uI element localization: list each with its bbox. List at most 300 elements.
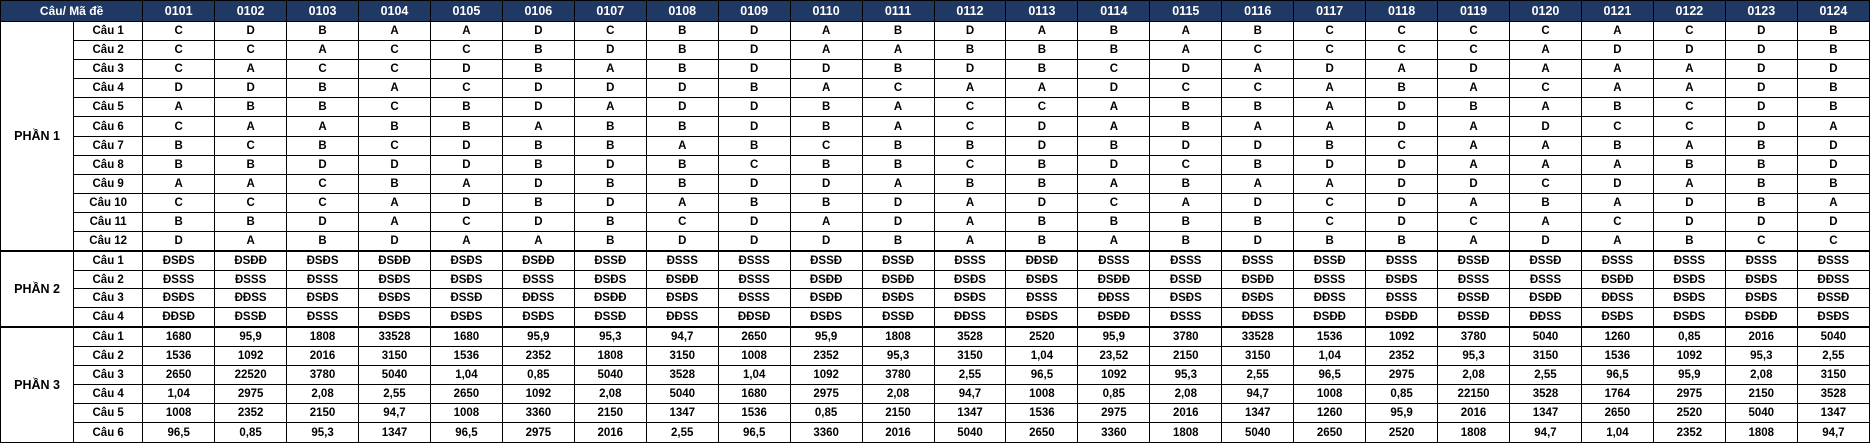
answer-cell: ĐSĐĐ	[1222, 270, 1294, 289]
table-row	[1, 174, 1870, 193]
answer-cell: B	[574, 136, 646, 155]
answer-cell: B	[287, 232, 359, 252]
answer-cell: ĐSSS	[1150, 251, 1222, 270]
answer-cell: A	[790, 212, 862, 231]
header-code-0110: 0110	[790, 1, 862, 22]
answer-cell: C	[359, 60, 431, 79]
answer-cell: C	[1006, 98, 1078, 117]
answer-cell: D	[1653, 212, 1725, 231]
answer-cell: D	[1150, 136, 1222, 155]
answer-cell: C	[359, 41, 431, 60]
table-row	[1, 22, 1870, 41]
header-code-0114: 0114	[1078, 1, 1150, 22]
answer-cell: 94,7	[1222, 385, 1294, 404]
answer-cell: C	[1150, 79, 1222, 98]
answer-cell: A	[1510, 41, 1582, 60]
answer-cell: A	[1294, 117, 1366, 136]
answer-cell: B	[1078, 22, 1150, 41]
answer-cell: 2352	[1653, 423, 1725, 442]
header-code-0116: 0116	[1222, 1, 1294, 22]
answer-cell: ĐSĐS	[574, 270, 646, 289]
answer-cell: B	[646, 155, 718, 174]
answer-cell: 2,55	[1510, 365, 1582, 384]
answer-cell: B	[862, 232, 934, 252]
answer-cell: A	[1797, 193, 1869, 212]
header-code-0121: 0121	[1581, 1, 1653, 22]
answer-cell: ĐSĐĐ	[646, 270, 718, 289]
answer-cell: ĐSSS	[1222, 251, 1294, 270]
answer-cell: C	[1078, 60, 1150, 79]
answer-cell: B	[646, 60, 718, 79]
answer-cell: ĐSĐS	[1653, 307, 1725, 326]
answer-cell: A	[934, 79, 1006, 98]
answer-cell: ĐSĐĐ	[790, 289, 862, 308]
question-label: Câu 7	[74, 136, 143, 155]
answer-cell: 2975	[215, 385, 287, 404]
answer-cell: C	[143, 41, 215, 60]
answer-cell: ĐĐSS	[502, 289, 574, 308]
header-code-0101: 0101	[143, 1, 215, 22]
header-code-0120: 0120	[1510, 1, 1582, 22]
answer-cell: 1347	[934, 404, 1006, 423]
answer-cell: 3360	[1078, 423, 1150, 442]
answer-cell: 1680	[430, 327, 502, 347]
answer-cell: B	[502, 41, 574, 60]
answer-cell: A	[1581, 232, 1653, 252]
answer-cell: A	[1222, 60, 1294, 79]
question-label: Câu 4	[74, 307, 143, 326]
answer-cell: D	[359, 232, 431, 252]
answer-cell: 2,55	[1222, 365, 1294, 384]
answer-cell: C	[1510, 174, 1582, 193]
answer-cell: A	[1510, 212, 1582, 231]
header-code-0102: 0102	[215, 1, 287, 22]
answer-cell: C	[1366, 136, 1438, 155]
answer-cell: ĐSSĐ	[1438, 289, 1510, 308]
answer-cell: ĐSSĐ	[574, 251, 646, 270]
answer-cell: C	[1294, 193, 1366, 212]
answer-cell: D	[430, 193, 502, 212]
answer-cell: A	[574, 60, 646, 79]
answer-cell: A	[1078, 98, 1150, 117]
answer-cell: 96,5	[1294, 365, 1366, 384]
answer-cell: A	[359, 193, 431, 212]
section-title: PHẦN 2	[1, 251, 74, 326]
answer-cell: A	[1438, 193, 1510, 212]
answer-cell: 2352	[1366, 346, 1438, 365]
answer-cell: 2650	[718, 327, 790, 347]
answer-cell: ĐSSS	[1725, 251, 1797, 270]
answer-cell: D	[143, 232, 215, 252]
answer-cell: ĐSSS	[287, 270, 359, 289]
answer-cell: ĐSĐĐ	[790, 270, 862, 289]
answer-cell: 2016	[862, 423, 934, 442]
answer-cell: ĐSĐS	[359, 289, 431, 308]
answer-cell: A	[1222, 117, 1294, 136]
answer-cell: D	[1366, 174, 1438, 193]
question-label: Câu 3	[74, 289, 143, 308]
answer-cell: A	[934, 232, 1006, 252]
header-code-0123: 0123	[1725, 1, 1797, 22]
answer-cell: 96,5	[1006, 365, 1078, 384]
answer-cell: ĐSSS	[1797, 251, 1869, 270]
answer-cell: 2975	[1366, 365, 1438, 384]
answer-cell: ĐĐSS	[1581, 289, 1653, 308]
answer-cell: ĐSSS	[646, 251, 718, 270]
answer-cell: B	[287, 79, 359, 98]
answer-cell: ĐSĐS	[1797, 307, 1869, 326]
answer-cell: ĐSSS	[1510, 270, 1582, 289]
answer-cell: ĐSĐS	[934, 289, 1006, 308]
question-label: Câu 2	[74, 270, 143, 289]
answer-cell: 3360	[790, 423, 862, 442]
answer-cell: 2016	[287, 346, 359, 365]
answer-cell: C	[287, 174, 359, 193]
answer-cell: 5040	[646, 385, 718, 404]
answer-cell: ĐSSS	[718, 270, 790, 289]
answer-cell: A	[934, 212, 1006, 231]
answer-cell: C	[215, 193, 287, 212]
answer-cell: 3360	[502, 404, 574, 423]
answer-cell: A	[790, 22, 862, 41]
answer-cell: ĐĐSĐ	[1006, 251, 1078, 270]
answer-cell: 0,85	[790, 404, 862, 423]
answer-cell: C	[1366, 41, 1438, 60]
answer-cell: B	[1366, 79, 1438, 98]
answer-cell: 94,7	[646, 327, 718, 347]
header-code-0105: 0105	[430, 1, 502, 22]
answer-cell: 2352	[502, 346, 574, 365]
answer-cell: 2520	[1366, 423, 1438, 442]
answer-cell: 22520	[215, 365, 287, 384]
answer-cell: 95,9	[790, 327, 862, 347]
answer-cell: ĐSĐĐ	[359, 251, 431, 270]
table-row	[1, 327, 1870, 347]
answer-cell: 1092	[1653, 346, 1725, 365]
answer-cell: A	[143, 98, 215, 117]
answer-cell: 95,9	[1366, 404, 1438, 423]
answer-cell: C	[646, 212, 718, 231]
answer-cell: B	[790, 155, 862, 174]
answer-cell: B	[1006, 60, 1078, 79]
answer-cell: B	[502, 136, 574, 155]
answer-cell: ĐSSS	[718, 289, 790, 308]
answer-cell: 3528	[646, 365, 718, 384]
answer-cell: 1,04	[430, 365, 502, 384]
answer-cell: 2975	[1078, 404, 1150, 423]
answer-cell: A	[1510, 60, 1582, 79]
answer-cell: C	[1581, 117, 1653, 136]
answer-cell: B	[646, 41, 718, 60]
answer-cell: ĐĐSS	[1294, 289, 1366, 308]
answer-cell: B	[1006, 232, 1078, 252]
section-title: PHẦN 1	[1, 22, 74, 252]
answer-cell: D	[718, 117, 790, 136]
answer-cell: 0,85	[502, 365, 574, 384]
answer-cell: 3528	[1797, 385, 1869, 404]
answer-cell: C	[574, 22, 646, 41]
answer-cell: 1,04	[1294, 346, 1366, 365]
question-label: Câu 6	[74, 423, 143, 442]
answer-cell: D	[718, 22, 790, 41]
answer-cell: B	[1222, 155, 1294, 174]
header-code-0107: 0107	[574, 1, 646, 22]
answer-cell: D	[1438, 174, 1510, 193]
answer-cell: B	[1222, 98, 1294, 117]
answer-cell: A	[1150, 41, 1222, 60]
answer-cell: 1347	[646, 404, 718, 423]
answer-cell: 3780	[1150, 327, 1222, 347]
answer-cell: A	[1581, 155, 1653, 174]
answer-cell: B	[718, 79, 790, 98]
question-label: Câu 9	[74, 174, 143, 193]
answer-cell: 2,08	[287, 385, 359, 404]
answer-cell: B	[1078, 41, 1150, 60]
answer-cell: D	[1366, 117, 1438, 136]
table-row	[1, 60, 1870, 79]
answer-cell: A	[1006, 22, 1078, 41]
answer-cell: D	[574, 79, 646, 98]
header-row	[1, 1, 1870, 22]
answer-cell: D	[646, 232, 718, 252]
answer-cell: A	[1510, 155, 1582, 174]
answer-cell: C	[1222, 79, 1294, 98]
answer-cell: C	[287, 193, 359, 212]
answer-cell: C	[1653, 117, 1725, 136]
answer-cell: D	[1006, 193, 1078, 212]
question-label: Câu 11	[74, 212, 143, 231]
answer-cell: ĐSSĐ	[862, 251, 934, 270]
answer-cell: B	[1438, 98, 1510, 117]
answer-cell: ĐSĐS	[287, 251, 359, 270]
answer-cell: D	[1581, 174, 1653, 193]
answer-cell: ĐSĐS	[1150, 289, 1222, 308]
answer-cell: 2520	[1006, 327, 1078, 347]
answer-cell: ĐSĐĐ	[1581, 270, 1653, 289]
answer-cell: 1808	[1725, 423, 1797, 442]
answer-cell: ĐSSS	[215, 270, 287, 289]
answer-cell: ĐSSS	[1150, 307, 1222, 326]
answer-cell: 1536	[143, 346, 215, 365]
answer-cell: 2,55	[646, 423, 718, 442]
header-code-0122: 0122	[1653, 1, 1725, 22]
answer-cell: 96,5	[430, 423, 502, 442]
answer-cell: B	[718, 193, 790, 212]
answer-cell: 2150	[862, 404, 934, 423]
answer-cell: D	[1725, 41, 1797, 60]
answer-cell: B	[1150, 232, 1222, 252]
answer-cell: D	[718, 60, 790, 79]
answer-cell: A	[574, 98, 646, 117]
answer-cell: 2,08	[1725, 365, 1797, 384]
answer-cell: B	[1150, 174, 1222, 193]
header-code-0103: 0103	[287, 1, 359, 22]
answer-cell: A	[1510, 136, 1582, 155]
answer-cell: D	[1294, 60, 1366, 79]
answer-cell: 0,85	[1653, 327, 1725, 347]
answer-cell: D	[1797, 136, 1869, 155]
answer-cell: A	[934, 193, 1006, 212]
answer-cell: 3150	[1222, 346, 1294, 365]
answer-cell: A	[1797, 117, 1869, 136]
answer-cell: D	[718, 98, 790, 117]
answer-cell: 96,5	[1581, 365, 1653, 384]
answer-cell: ĐĐSĐ	[718, 307, 790, 326]
answer-cell: 5040	[1510, 327, 1582, 347]
answer-cell: D	[718, 232, 790, 252]
answer-cell: D	[215, 79, 287, 98]
answer-cell: C	[1510, 22, 1582, 41]
question-label: Câu 4	[74, 79, 143, 98]
answer-cell: A	[1438, 155, 1510, 174]
answer-cell: A	[1294, 174, 1366, 193]
question-label: Câu 5	[74, 98, 143, 117]
answer-cell: 2,08	[1150, 385, 1222, 404]
table-row	[1, 270, 1870, 289]
answer-cell: C	[359, 136, 431, 155]
answer-cell: D	[1653, 41, 1725, 60]
answer-cell: ĐSSS	[1438, 270, 1510, 289]
answer-cell: ĐSĐS	[1581, 307, 1653, 326]
answer-cell: ĐSĐS	[862, 289, 934, 308]
answer-cell: 5040	[1725, 404, 1797, 423]
answer-cell: A	[1581, 79, 1653, 98]
answer-cell: B	[1797, 174, 1869, 193]
answer-cell: 1008	[718, 346, 790, 365]
answer-cell: D	[215, 22, 287, 41]
answer-cell: A	[1581, 22, 1653, 41]
answer-cell: 0,85	[1366, 385, 1438, 404]
answer-cell: 2650	[1006, 423, 1078, 442]
answer-cell: B	[1006, 174, 1078, 193]
answer-cell: B	[1510, 193, 1582, 212]
answer-cell: B	[1078, 136, 1150, 155]
answer-cell: C	[1150, 155, 1222, 174]
answer-cell: 1536	[430, 346, 502, 365]
answer-cell: D	[790, 232, 862, 252]
answer-cell: D	[1510, 117, 1582, 136]
answer-cell: A	[215, 174, 287, 193]
answer-cell: A	[1078, 232, 1150, 252]
answer-cell: D	[934, 60, 1006, 79]
answer-cell: ĐĐSS	[1078, 289, 1150, 308]
answer-cell: ĐSSĐ	[862, 307, 934, 326]
answer-cell: A	[1294, 98, 1366, 117]
answer-cell: A	[1438, 232, 1510, 252]
answer-cell: 1347	[1510, 404, 1582, 423]
answer-cell: A	[215, 60, 287, 79]
header-code-0117: 0117	[1294, 1, 1366, 22]
answer-cell: 1092	[1366, 327, 1438, 347]
answer-cell: C	[934, 155, 1006, 174]
answer-cell: A	[1222, 174, 1294, 193]
answer-cell: B	[862, 155, 934, 174]
question-label: Câu 5	[74, 404, 143, 423]
answer-cell: D	[718, 212, 790, 231]
answer-cell: A	[1653, 60, 1725, 79]
answer-cell: A	[1653, 136, 1725, 155]
answer-cell: A	[1653, 174, 1725, 193]
answer-cell: D	[1438, 60, 1510, 79]
answer-cell: 1260	[1581, 327, 1653, 347]
answer-cell: B	[790, 117, 862, 136]
answer-cell: C	[934, 98, 1006, 117]
answer-cell: 2975	[790, 385, 862, 404]
answer-cell: 5040	[934, 423, 1006, 442]
question-label: Câu 10	[74, 193, 143, 212]
answer-cell: D	[718, 41, 790, 60]
answer-cell: D	[1797, 155, 1869, 174]
answer-cell: A	[1581, 193, 1653, 212]
answer-cell: 2,55	[359, 385, 431, 404]
header-code-0109: 0109	[718, 1, 790, 22]
answer-cell: 5040	[574, 365, 646, 384]
answer-cell: C	[430, 212, 502, 231]
answer-cell: A	[862, 98, 934, 117]
answer-cell: ĐSĐS	[646, 289, 718, 308]
answer-cell: C	[1653, 22, 1725, 41]
answer-cell: A	[646, 136, 718, 155]
answer-cell: C	[1797, 232, 1869, 252]
answer-cell: C	[1725, 232, 1797, 252]
answer-cell: C	[143, 117, 215, 136]
answer-cell: 1,04	[718, 365, 790, 384]
answer-cell: 95,9	[502, 327, 574, 347]
answer-cell: B	[934, 174, 1006, 193]
answer-cell: A	[1438, 117, 1510, 136]
answer-cell: C	[143, 22, 215, 41]
header-code-0104: 0104	[359, 1, 431, 22]
answer-cell: D	[1725, 98, 1797, 117]
question-label: Câu 3	[74, 365, 143, 384]
answer-cell: D	[1366, 193, 1438, 212]
answer-cell: ĐSĐĐ	[1725, 307, 1797, 326]
answer-cell: A	[1510, 98, 1582, 117]
answer-cell: ĐSSĐ	[215, 307, 287, 326]
answer-cell: 2352	[215, 404, 287, 423]
answer-cell: B	[1006, 41, 1078, 60]
answer-cell: 0,85	[1078, 385, 1150, 404]
answer-cell: D	[502, 79, 574, 98]
answer-cell: ĐSĐS	[1653, 289, 1725, 308]
answer-cell: 2016	[1438, 404, 1510, 423]
answer-cell: 2150	[574, 404, 646, 423]
answer-cell: B	[287, 22, 359, 41]
answer-cell: D	[1725, 117, 1797, 136]
answer-cell: 1808	[287, 327, 359, 347]
answer-cell: 95,3	[287, 423, 359, 442]
answer-cell: D	[1725, 79, 1797, 98]
answer-cell: ĐSĐS	[359, 307, 431, 326]
answer-cell: ĐSĐS	[430, 251, 502, 270]
answer-cell: ĐSĐĐ	[1366, 307, 1438, 326]
answer-cell: 3150	[1797, 365, 1869, 384]
answer-cell: A	[790, 41, 862, 60]
answer-cell: A	[1653, 79, 1725, 98]
table-row	[1, 251, 1870, 270]
answer-cell: 22150	[1438, 385, 1510, 404]
answer-cell: 2,08	[574, 385, 646, 404]
answer-cell: ĐSSĐ	[574, 307, 646, 326]
answer-cell: D	[143, 79, 215, 98]
answer-cell: C	[790, 136, 862, 155]
answer-cell: ĐSSS	[502, 270, 574, 289]
answer-cell: B	[143, 212, 215, 231]
answer-cell: D	[790, 174, 862, 193]
answer-cell: D	[718, 174, 790, 193]
question-label: Câu 1	[74, 251, 143, 270]
answer-cell: A	[862, 117, 934, 136]
